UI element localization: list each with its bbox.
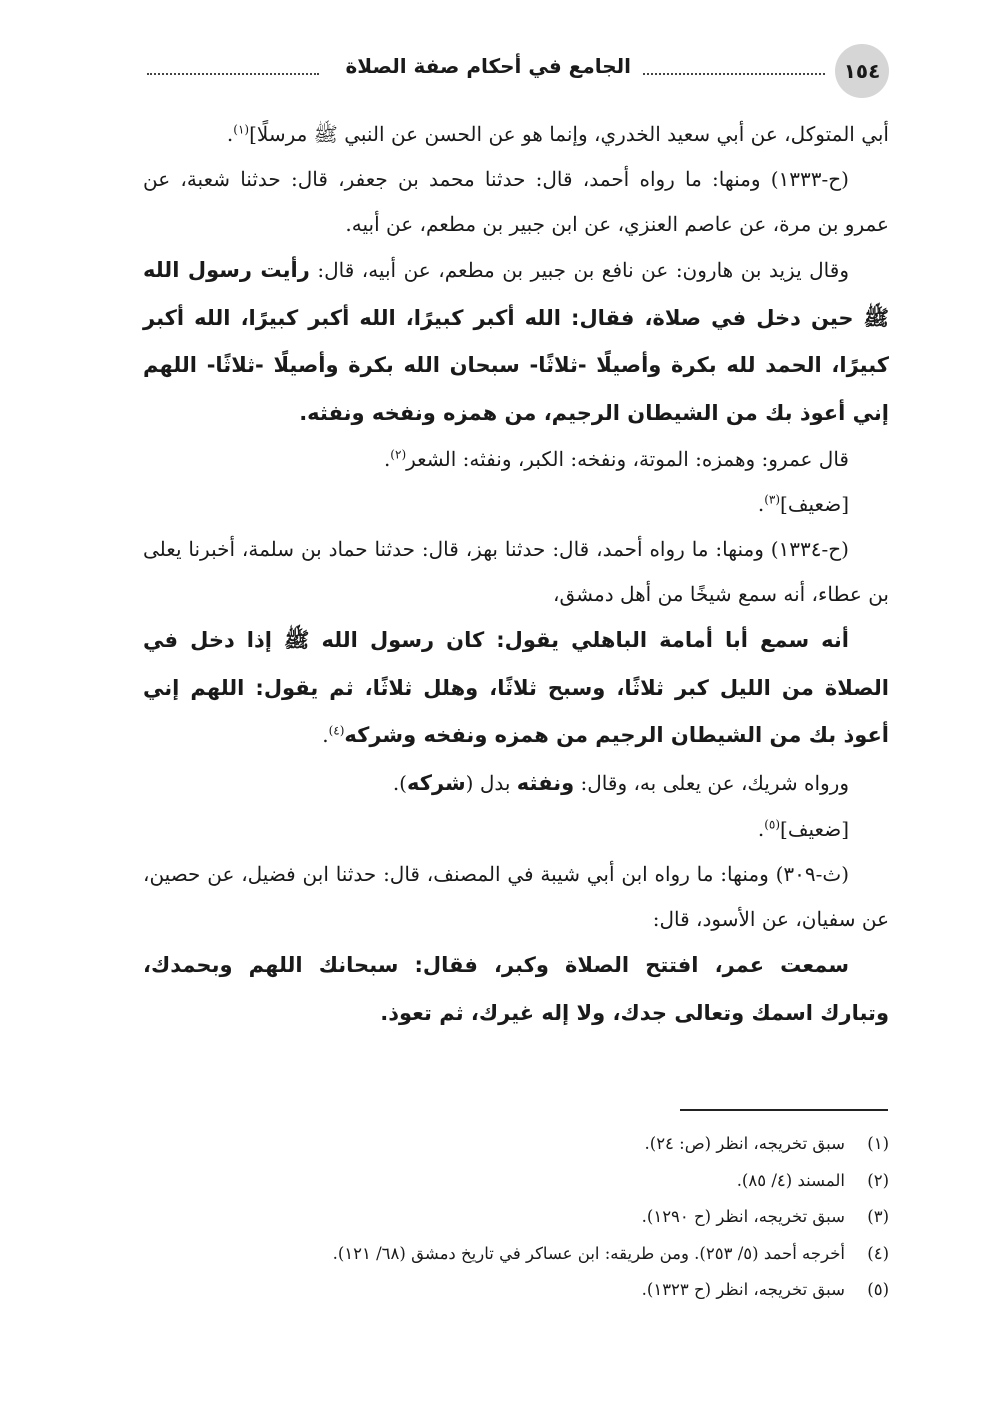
text-run: قال عمرو: وهمزه: الموتة، ونفخه: الكبر، ونفثه: الشعر [406, 447, 849, 471]
footnote-marker: (٤) [328, 723, 345, 738]
footnote-number: (١) [867, 1134, 889, 1153]
text-run: [ضعيف] [780, 492, 849, 516]
footnote-text: أخرجه أحمد (٥/ ٢٥٣). ومن طريقه: ابن عساكر في تاريخ دمشق (٦٨/ ١٢١). [332, 1243, 845, 1263]
footnote-text: المسند (٤/ ٨٥). [736, 1170, 845, 1190]
footnote-text: سبق تخريجه، انظر (ح ١٢٩٠). [641, 1207, 845, 1226]
footnote-number: (٢) [867, 1170, 889, 1190]
paragraph [143, 807, 889, 852]
paragraph [143, 527, 889, 617]
text-run: بدل ( [465, 770, 517, 795]
footnotes [143, 1126, 889, 1309]
footnote-text: سبق تخريجه، انظر (ص: ٢٤). [644, 1134, 845, 1153]
footnote [143, 1236, 889, 1273]
text-run: وقال يزيد بن هارون: عن نافع بن جبير بن مطعم، عن أبيه، قال: [309, 258, 849, 282]
paragraph [143, 760, 889, 808]
header-dotted-rule-right [643, 73, 825, 75]
footnote-number: (٣) [867, 1207, 889, 1226]
running-header [143, 40, 889, 102]
footnote [143, 1272, 889, 1309]
footnote [143, 1126, 889, 1163]
footnote-marker: (١) [233, 122, 250, 137]
paragraph [143, 942, 889, 1037]
quoted-text: سمعت عمر، افتتح الصلاة وكبر، فقال: سبحانك اللهم وبحمدك، وتبارك اسمك وتعالى جدك، ولا إله غيرك، ثم تعوذ. [143, 953, 889, 1025]
quoted-text: رأيت رسول الله ﷺ حين دخل في صلاة، فقال: الله أكبر كبيرًا، الله أكبر كبيرًا، الله أكبر كبيرًا، الحمد لله بكرة وأصيلًا -ثلاثًا- سبحان الله بكرة وأصيلًا -ثلاثًا- اللهم إني أعوذ بك من الشيطان الرجيم، من همزه ونفخه ونفثه. [143, 258, 889, 425]
main-text [143, 112, 889, 1037]
quoted-text: أنه سمع أبا أمامة الباهلي يقول: كان رسول الله ﷺ إذا دخل في الصلاة من الليل كبر ثلاثًا، وسبح ثلاثًا، وهلل ثلاثًا، ثم يقول: اللهم إني أعوذ بك من الشيطان الرجيم من همزه ونفخه وشركه [143, 628, 889, 747]
text-run: ). [392, 770, 407, 795]
text-run: . [757, 817, 765, 841]
footnote-text: سبق تخريجه، انظر (ح ١٣٢٣). [641, 1280, 845, 1299]
paragraph [143, 437, 889, 482]
text-run: ورواه شريك، عن يعلى به، وقال: [574, 770, 849, 795]
footnote-number: (٥) [867, 1280, 889, 1299]
quoted-text: ونفثه [516, 770, 575, 795]
footnote-marker: (٢) [390, 447, 407, 462]
page-number: ١٥٤ [835, 44, 889, 98]
footnote [143, 1163, 889, 1200]
footnote-separator [680, 1109, 888, 1111]
paragraph [143, 482, 889, 527]
footnote [143, 1199, 889, 1236]
text-run: . [757, 492, 765, 516]
paragraph [143, 852, 889, 942]
text-run: . [226, 122, 234, 146]
footnote-number: (٤) [867, 1243, 889, 1263]
footnote-marker: (٥) [764, 817, 781, 832]
text-run: (ث-٣٠٩) ومنها: ما رواه ابن أبي شيبة في المصنف، قال: حدثنا ابن فضيل، عن حصين، عن سفيان، عن الأسود، قال: [143, 862, 889, 931]
text-run: أبي المتوكل، عن أبي سعيد الخدري، وإنما هو عن الحسن عن النبي ﷺ مرسلًا] [249, 122, 889, 146]
text-run: . [322, 723, 329, 747]
paragraph [143, 112, 889, 157]
header-dotted-rule-left [147, 73, 319, 75]
paragraph [143, 157, 889, 247]
paragraph [143, 617, 889, 760]
text-run: [ضعيف] [780, 817, 849, 841]
text-run: (ح-١٣٣٣) ومنها: ما رواه أحمد، قال: حدثنا محمد بن جعفر، قال: حدثنا شعبة، عن عمرو بن مرة، عن عاصم العنزي، عن ابن جبير بن مطعم، عن أبيه. [143, 167, 889, 236]
footnote-marker: (٣) [764, 492, 781, 507]
paragraph [143, 247, 889, 437]
text-run: . [383, 447, 391, 471]
quoted-text: شركه [407, 770, 466, 795]
header-title: الجامع في أحكام صفة الصلاة [345, 54, 631, 78]
text-run: (ح-١٣٣٤) ومنها: ما رواه أحمد، قال: حدثنا بهز، قال: حدثنا حماد بن سلمة، أخبرنا يعلى بن عطاء، أنه سمع شيخًا من أهل دمشق، [143, 537, 889, 606]
